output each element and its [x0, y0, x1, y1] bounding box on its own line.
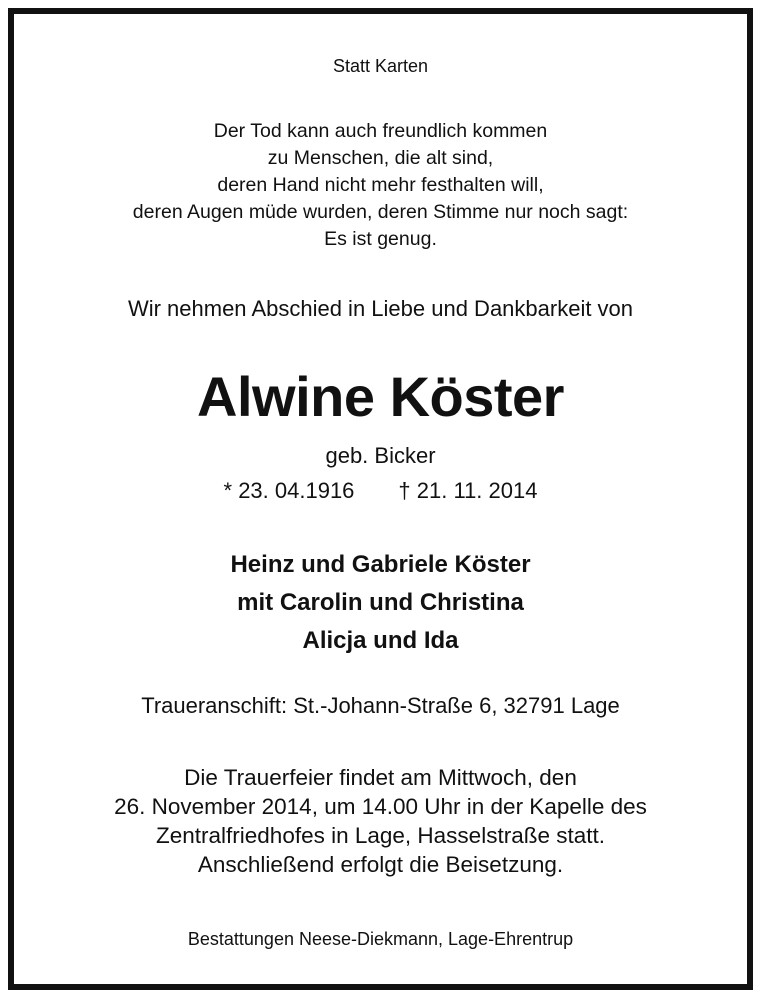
mourning-address: Traueranschift: St.-Johann-Straße 6, 32791 Lage [141, 693, 620, 718]
life-dates [14, 478, 747, 504]
verse-line: zu Menschen, die alt sind, [267, 147, 494, 169]
funeral-home: Bestattungen Neese-Diekmann, Lage-Ehrentrup [187, 929, 574, 949]
verse-line: deren Hand nicht mehr festhalten will, [217, 174, 544, 196]
verse-line: deren Augen müde wurden, deren Stimme nur noch sagt: [132, 201, 629, 223]
death-date: † 21. 11. 2014 [398, 478, 538, 503]
service-line: Anschließend erfolgt die Beisetzung. [197, 852, 564, 877]
farewell-text: Wir nehmen Abschied in Liebe und Dankbarkeit von [127, 296, 634, 321]
birth-date: * 23. 04.1916 [223, 478, 355, 503]
deceased-name: Alwine Köster [197, 365, 564, 428]
verse-line: Der Tod kann auch freundlich kommen [213, 120, 548, 142]
service-line: Die Trauerfeier findet am Mittwoch, den [184, 765, 577, 790]
family-line: Alicja und Ida [302, 627, 459, 654]
statt-karten-note: Statt Karten [332, 56, 429, 76]
family-line: mit Carolin und Christina [237, 589, 524, 616]
service-line: Zentralfriedhofes in Lage, Hasselstraße statt. [156, 823, 605, 848]
family-line: Heinz und Gabriele Köster [230, 551, 531, 578]
service-line: 26. November 2014, um 14.00 Uhr in der Kapelle des [114, 794, 647, 819]
verse-line: Es ist genug. [324, 228, 437, 250]
birth-name: geb. Bicker [325, 443, 436, 468]
